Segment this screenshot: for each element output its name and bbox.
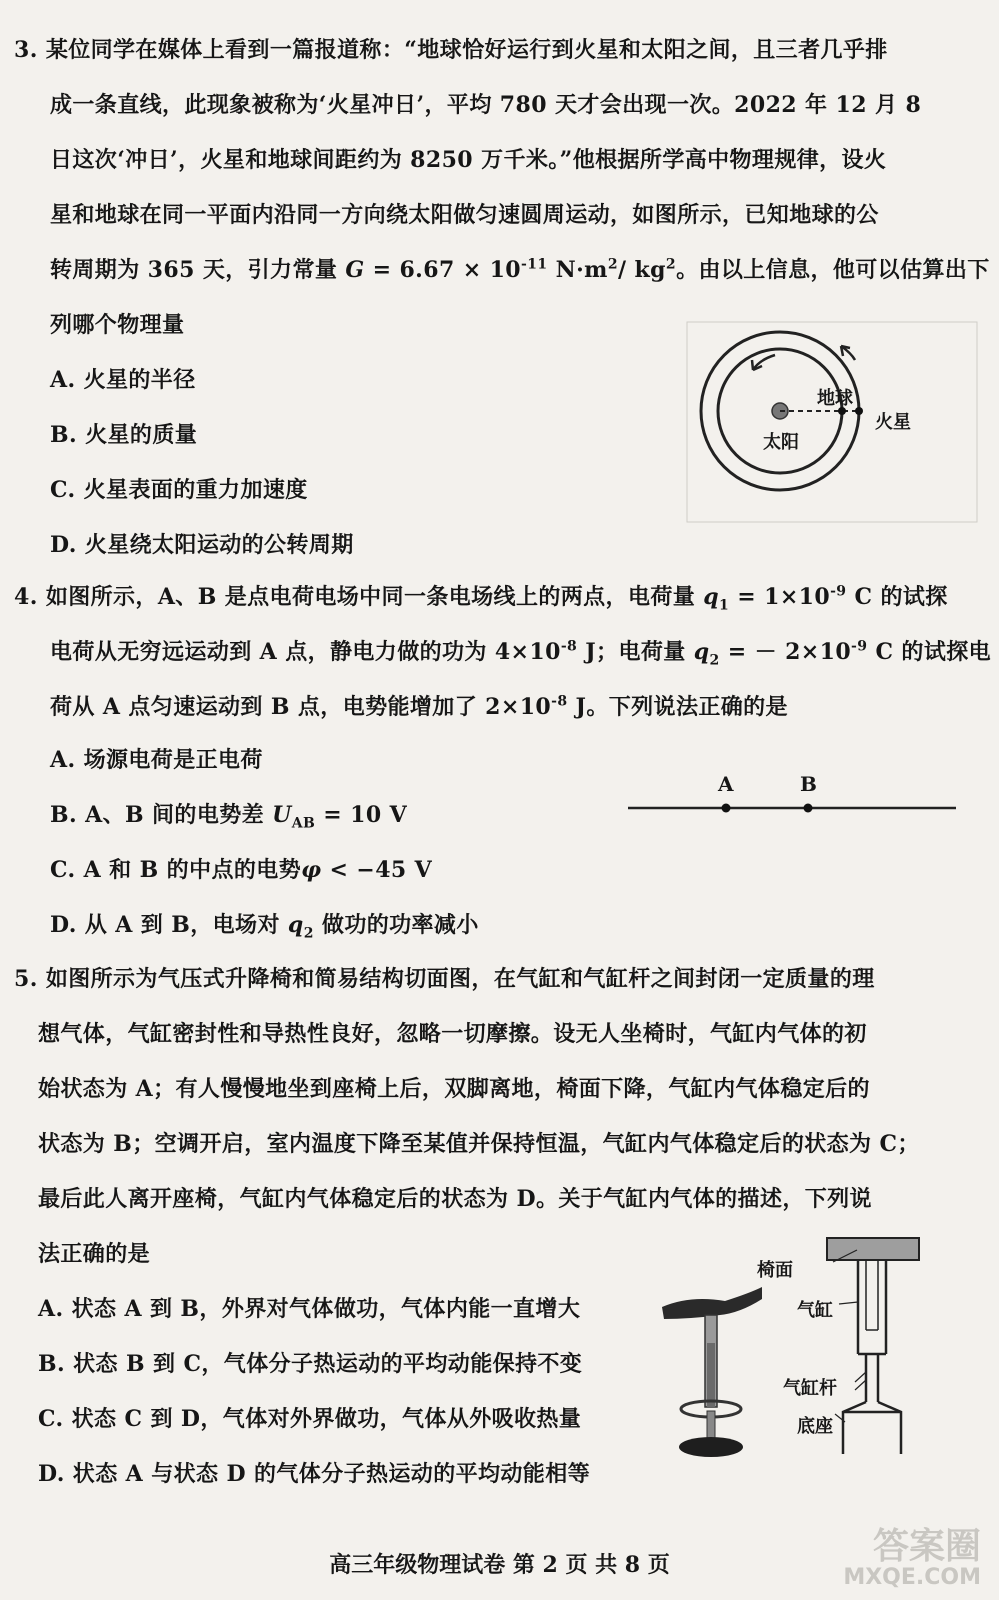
q4-line-3: 荷从 A 点匀速运动到 B 点，电势能增加了 $2\times 10^{-8}$ J。下列说法正确的是: [50, 693, 788, 720]
base-label: 底座: [797, 1416, 833, 1437]
q3-line-3: 日这次‘冲日’，火星和地球间距约为 8250 万千米。”他根据所学高中物理规律，设火: [50, 147, 887, 173]
q4-option-b: B. A、B 间的电势差 $U_{AB} = 10$ V: [50, 802, 408, 832]
q3-option-c: C. 火星表面的重力加速度: [50, 477, 308, 503]
q4-option-a: A. 场源电荷是正电荷: [50, 747, 263, 773]
q5-line-6: 法正确的是: [38, 1241, 151, 1267]
cylinder-label: 气缸: [797, 1300, 833, 1321]
q5-line-3: 始状态为 A；有人慢慢地坐到座椅上后，双脚离地，椅面下降，气缸内气体稳定后的: [38, 1076, 870, 1102]
sun-label: 太阳: [763, 432, 799, 453]
mars-label: 火星: [875, 412, 911, 433]
q3-option-a: A. 火星的半径: [50, 367, 196, 393]
field-line-diagram: [622, 770, 962, 820]
q3-line-2: 成一条直线，此现象被称为‘火星冲日’，平均 780 天才会出现一次。2022 年 12 月 8: [50, 92, 922, 118]
q3-option-d: D. 火星绕太阳运动的公转周期: [50, 532, 354, 558]
earth-label: 地球: [817, 388, 853, 409]
cylinder-rod-label: 气缸杆: [783, 1378, 837, 1399]
watermark: [843, 1528, 981, 1590]
q3-line-4: 星和地球在同一平面内沿同一方向绕太阳做匀速圆周运动，如图所示，已知地球的公: [50, 202, 879, 228]
q3-line-1: 3. 某位同学在媒体上看到一篇报道称：“地球恰好运行到火星和太阳之间，且三者几乎排: [14, 37, 888, 63]
q5-option-c: C. 状态 C 到 D，气体对外界做功，气体从外吸收热量: [38, 1406, 582, 1432]
point-a-label: A: [718, 772, 734, 796]
cylinder-section-diagram: [745, 1232, 975, 1462]
q5-line-4: 状态为 B；空调开启，室内温度下降至某值并保持恒温，气缸内气体稳定后的状态为 C；: [38, 1131, 920, 1157]
q5-option-d: D. 状态 A 与状态 D 的气体分子热运动的平均动能相等: [38, 1461, 590, 1487]
q5-option-a: A. 状态 A 到 B，外界对气体做功，气体内能一直增大: [38, 1296, 581, 1322]
q5-line-2: 想气体，气缸密封性和导热性良好，忽略一切摩擦。设无人坐椅时，气缸内气体的初: [38, 1021, 867, 1047]
watermark-text-en: MXQE.COM: [843, 1565, 981, 1590]
seat-surface-label: 椅面: [757, 1260, 793, 1281]
q3-line-5: 转周期为 365 天，引力常量 $G = 6.67 \times 10^{-11}$ $N\cdot m^2/$ $kg^2$。由以上信息，他可以估算出下: [50, 256, 990, 283]
q3-option-b: B. 火星的质量: [50, 422, 198, 448]
orbit-diagram: [683, 318, 983, 528]
q3-line-6: 列哪个物理量: [50, 312, 185, 338]
q5-option-b: B. 状态 B 到 C，气体分子热运动的平均动能保持不变: [38, 1351, 583, 1377]
watermark-text-cn: 答案圈: [872, 1526, 981, 1567]
q4-line-1: 4. 如图所示，A、B 是点电荷电场中同一条电场线上的两点，电荷量 $q_1 = 1\times 10^{-9}$ C 的试探: [14, 583, 948, 614]
point-b-label: B: [800, 772, 817, 796]
q4-line-2: 电荷从无穷远运动到 A 点，静电力做的功为 $4\times 10^{-8}$ J；电荷量 $q_2$ = － $2\times 10^{-9}$ C 的试探电: [50, 638, 992, 669]
q4-option-d: D. 从 A 到 B，电场对 $q_2$ 做功的功率减小: [50, 912, 479, 942]
q5-line-1: 5. 如图所示为气压式升降椅和简易结构切面图，在气缸和气缸杆之间封闭一定质量的理: [14, 966, 875, 992]
page-footer: 高三年级物理试卷 第 2 页 共 8 页: [329, 1552, 670, 1578]
q4-option-c: C. A 和 B 的中点的电势φ < −45 V: [50, 857, 433, 883]
q5-line-5: 最后此人离开座椅，气缸内气体稳定后的状态为 D。关于气缸内气体的描述，下列说: [38, 1186, 872, 1212]
